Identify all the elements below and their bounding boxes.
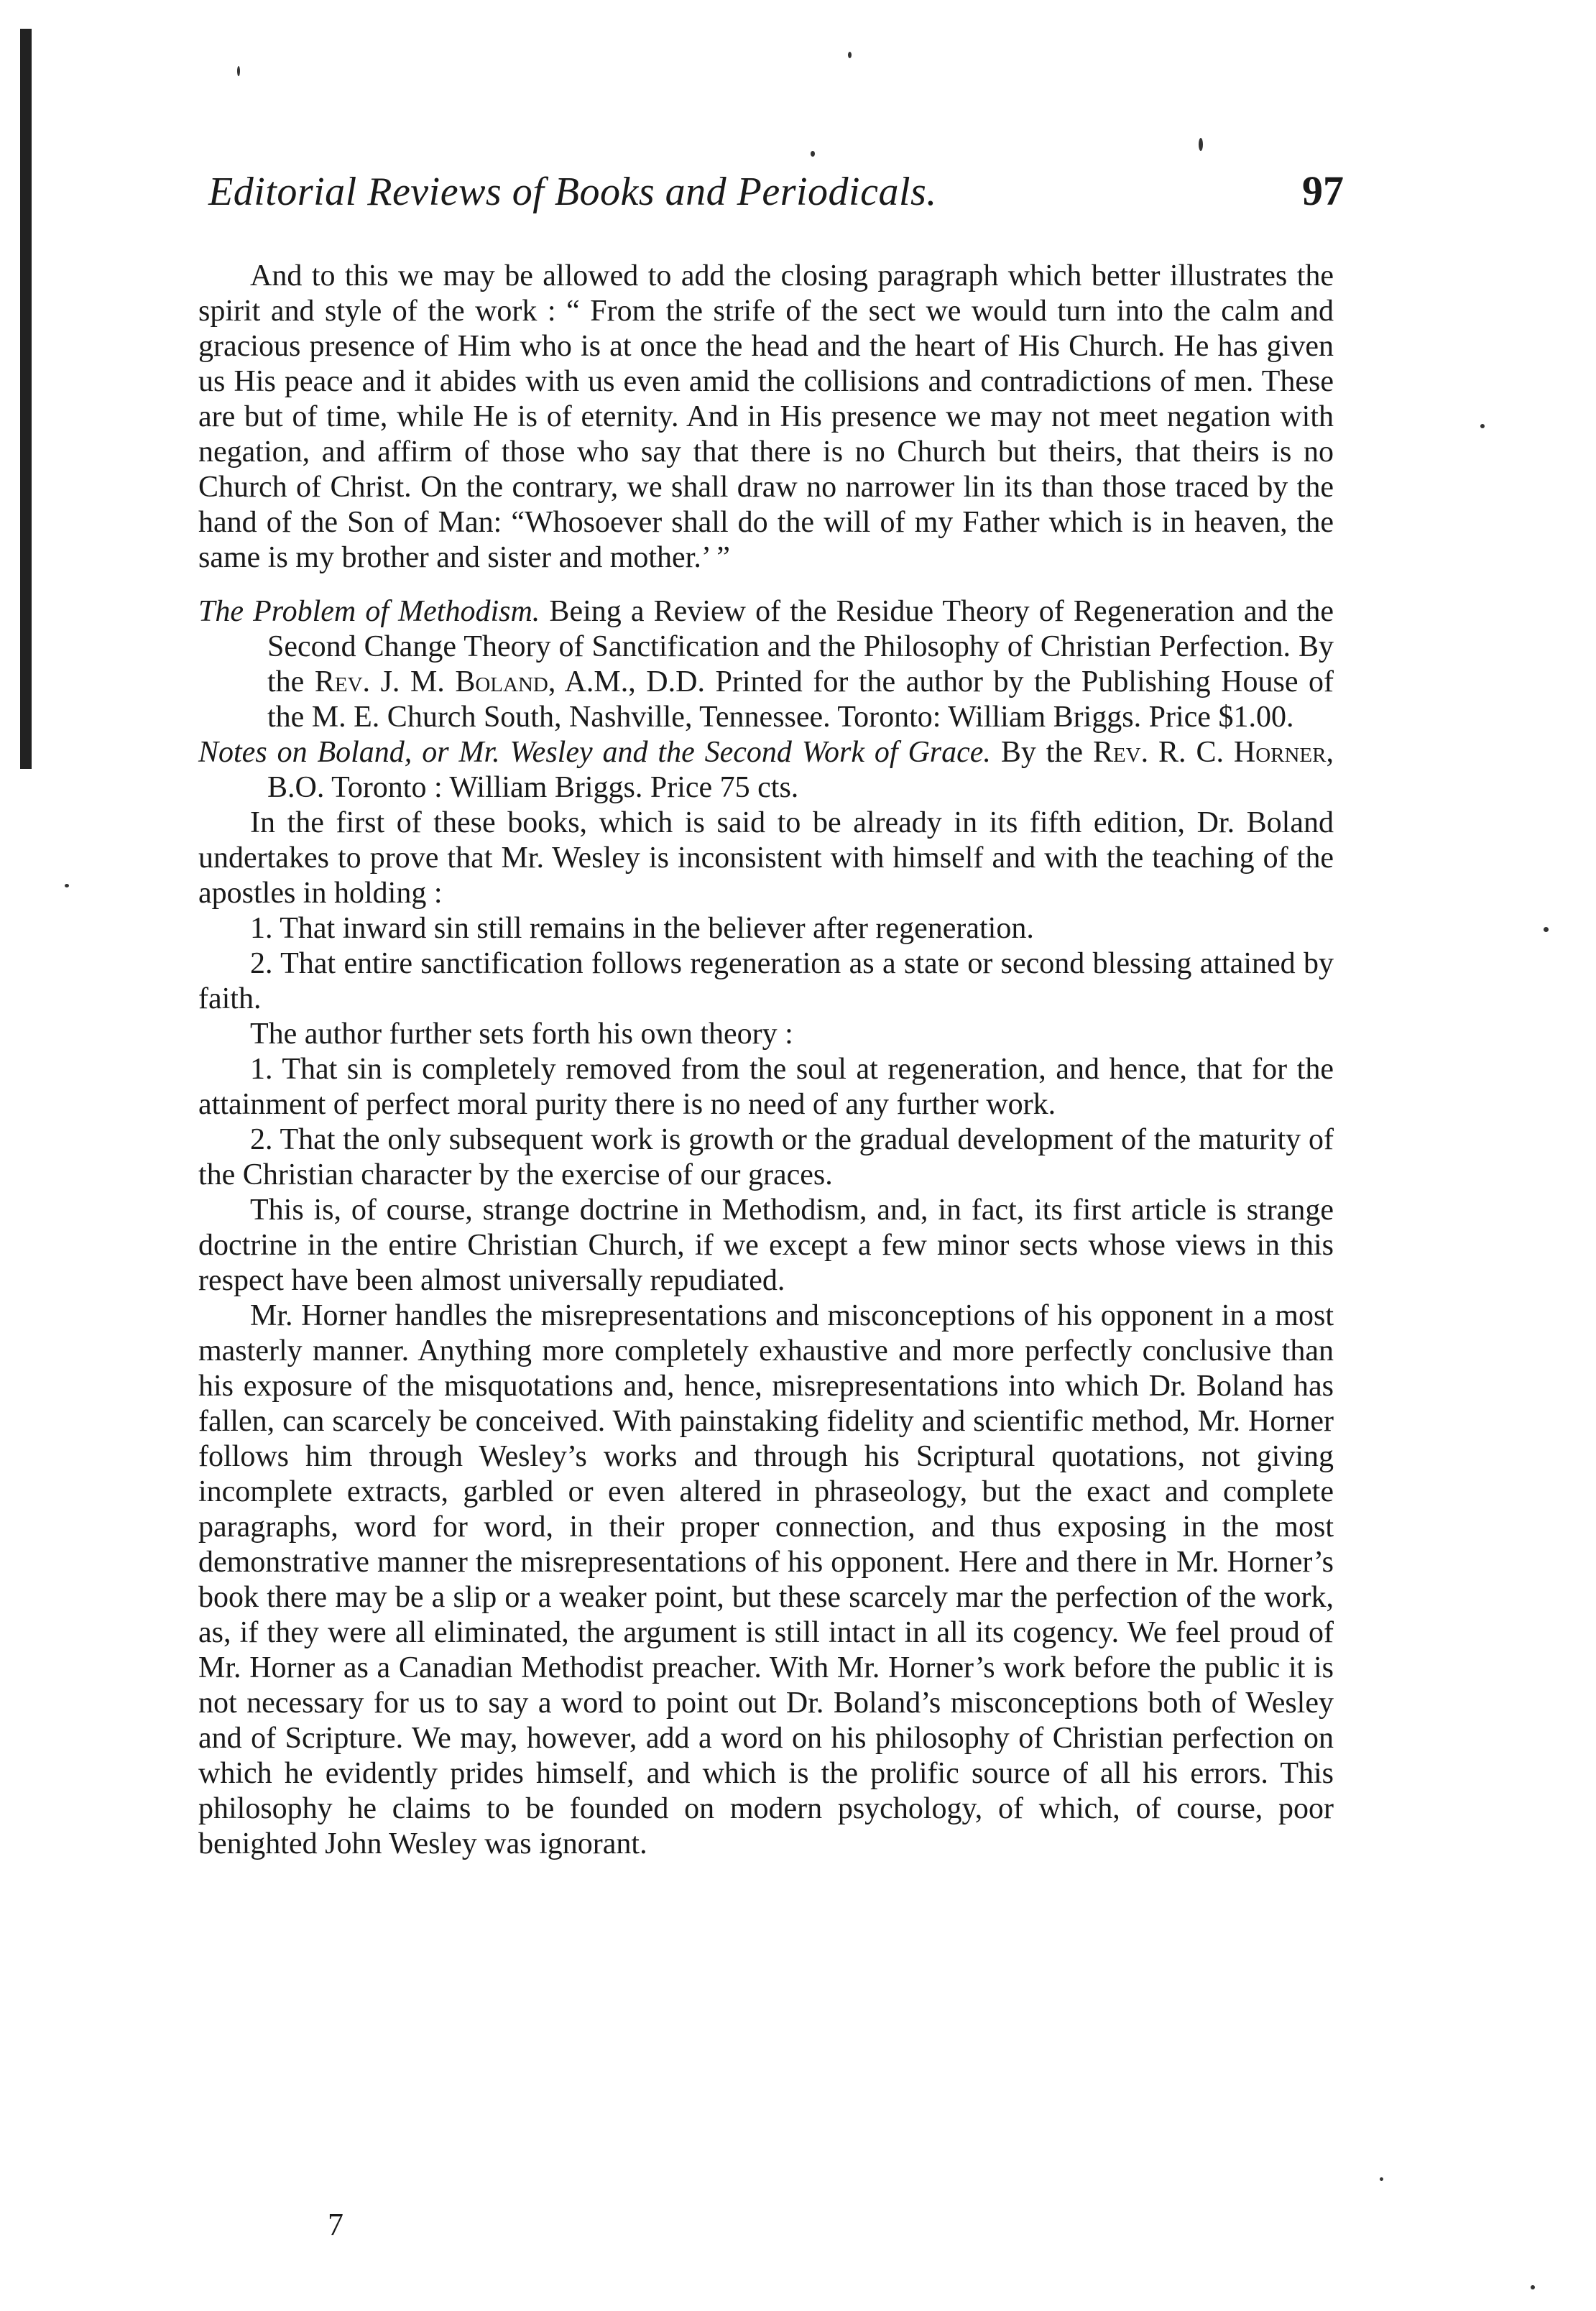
scan-speck (848, 52, 852, 58)
running-head (208, 167, 1344, 215)
signature-mark: 7 (328, 2207, 343, 2242)
book-reference-horner (198, 735, 1334, 806)
scan-speck (811, 151, 815, 157)
running-title: Editorial Reviews of Books and Periodicals. (208, 170, 937, 214)
scan-speck (1544, 927, 1549, 932)
book-author: Rev. J. M. Boland, (314, 665, 556, 698)
review-intro: In the first of these books, which is said to be already in its fifth edition, Dr. Boland undertakes to prove that Mr. Wesley is inconsistent with himself and with the teaching of the apostles in holding : (198, 806, 1334, 910)
scan-speck (1480, 424, 1485, 428)
scan-speck (237, 66, 240, 76)
horner-paragraph: Mr. Horner handles the misrepresentations and misconceptions of his opponent in a most masterly manner. Anything more completely exhaustive and more perfectly conclusive than his exposure of the misquotations and, hence, misrepresentations into which Dr. Boland has fallen, can scarcely be conceived. With painstaking fidelity and scientific method, Mr. Horner follows him through Wesley’s works and through his Scriptural quotations, not giving incomplete extracts, garbled or even altered in phraseology, but the exact and complete paragraphs, word for word, in their proper connection, and thus exposing in the most demonstrative manner the misrepresentations of his opponent. Here and there in Mr. Horner’s book there may be a slip or a weaker point, but these scarcely mar the perfection of the work, as, if they were all eliminated, the argument is still intact in all its cogency. We feel proud of Mr. Horner as a Canadian Methodist preacher. With Mr. Horner’s work before the public it is not necessary for us to say a word to point out Dr. Boland’s misconceptions both of Wesley and of Scripture. We may, however, add a word on his philosophy of Christian perfection on which he evidently prides himself, and which is the prolific source of all his errors. This philosophy he claims to be founded on modern psychology, of which, of course, poor benighted John Wesley was ignorant. (198, 1299, 1334, 1860)
page-number: 97 (1302, 167, 1344, 214)
book-reference-boland (198, 594, 1334, 735)
book-title-notes-on-boland: Notes on Boland, or Mr. Wesley and the Second Work of Grace. (198, 736, 991, 769)
doctrine-paragraph: This is, of course, strange doctrine in Methodism, and, in fact, its first article is strange doctrine in the entire Christian Church, if we except a few minor sects whose views in this respect have been almost universally repudiated. (198, 1194, 1334, 1297)
scan-speck (1199, 138, 1203, 151)
page-body (198, 259, 1334, 1862)
theory-point-2: 2. That the only subsequent work is growth or the gradual development of the maturity of the Christian character by the exercise of our graces. (198, 1123, 1334, 1191)
book-description: By the (990, 736, 1093, 769)
book-title-problem-of-methodism: The Problem of Methodism. (198, 595, 540, 628)
scan-edge-shadow (20, 29, 32, 769)
scan-speck (1531, 2285, 1535, 2289)
scan-speck (1380, 2177, 1383, 2181)
book-description: Being a Review of the Residue Theory of Regeneration and the Second Change Theory of Sanctification and the Philosophy of Christian Perfection. By the (267, 595, 1334, 698)
book-publication: A.M., D.D. Printed for the author by the Publishing House of the M. E. Church South, Nashville, Tennessee. Toronto: William Briggs. Price $1.00. (267, 665, 1334, 734)
book-author: Rev. R. C. Horner, B.O. (267, 736, 1334, 804)
book-publication: Toronto : William Briggs. Price 75 cts. (324, 771, 799, 804)
theory-point-1: 1. That sin is completely removed from the soul at regeneration, and hence, that for the attainment of perfect moral purity there is no need of any further work. (198, 1053, 1334, 1121)
theory-intro: The author further sets forth his own theory : (250, 1018, 793, 1051)
boland-point-2: 2. That entire sanctification follows regeneration as a state or second blessing attained by faith. (198, 947, 1334, 1015)
boland-point-1: 1. That inward sin still remains in the believer after regeneration. (250, 912, 1034, 945)
closing-paragraph-quote: And to this we may be allowed to add the closing paragraph which better illustrates the spirit and style of the work : “ From the strife of the sect we would turn into the calm and gracious presence of Him who is at once the head and the heart of His Church. He has given us His peace and it abides with us even amid the collisions and contradictions of men. These are but of time, while He is of eternity. And in His presence we may not meet negation with negation, and affirm of those who say that there is no Church but theirs, that theirs is no Church of Christ. On the contrary, we shall draw no narrower lin its than those traced by the hand of the Son of Man: “Whosoever shall do the will of my Father which is in heaven, the same is my brother and sister and mother.’ ” (198, 259, 1334, 574)
scan-speck (65, 884, 69, 887)
